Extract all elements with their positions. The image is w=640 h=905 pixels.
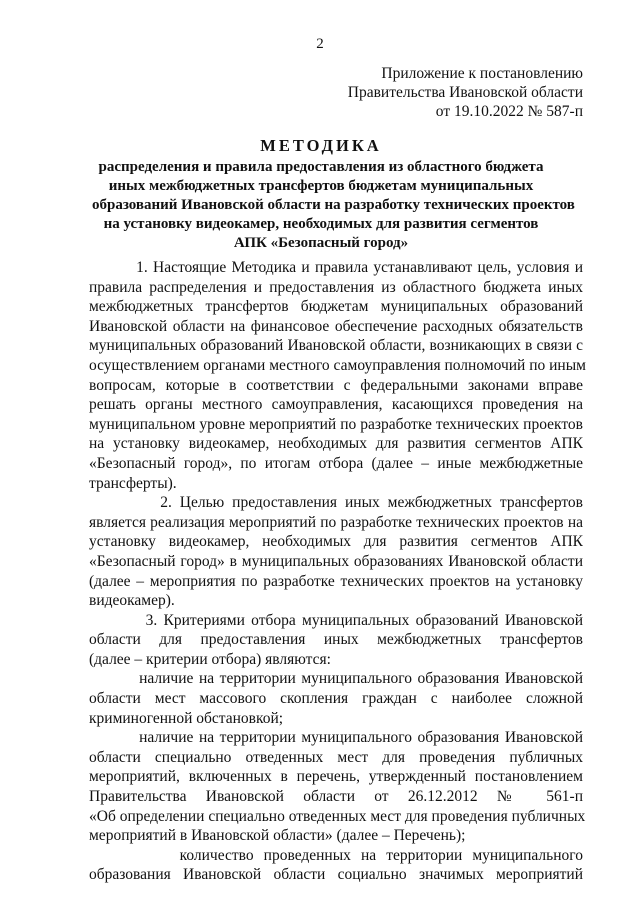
paragraph-line: наличие на территории муниципального образования Ивановской — [89, 670, 583, 688]
title-line: иных межбюджетных трансфертов бюджетам муниципальных — [108, 178, 534, 194]
paragraph — [89, 258, 586, 493]
paragraph — [89, 493, 583, 611]
title-subtitle — [92, 158, 575, 253]
paragraph-line: мероприятий в Ивановской области» (далее – Перечень); — [89, 827, 466, 845]
paragraph-line: (далее – критерии отбора) являются: — [89, 650, 331, 668]
paragraph-line: «Безопасный город», по итогам отбора (далее – иные межбюджетные — [89, 454, 583, 472]
paragraph — [89, 846, 583, 885]
title-line: образований Ивановской области на разработку технических проектов — [92, 197, 575, 213]
title-main: МЕТОДИКА — [260, 136, 382, 155]
paragraph-line: правила распределения и предоставления из областного бюджета иных — [89, 278, 583, 296]
paragraph-line: области для предоставления иных межбюджетных трансфертов — [89, 631, 583, 649]
paragraph-line: области специально отведенных мест для проведения публичных — [89, 748, 583, 766]
paragraph-line: 1. Настоящие Методика и правила устанавливают цель, условия и — [89, 259, 583, 276]
paragraph-line: 3. Критериями отбора муниципальных образований Ивановской — [89, 611, 583, 629]
paragraph-line: муниципальном уровне мероприятий по разработке технических проектов — [89, 415, 583, 433]
paragraph-line: видеокамер). — [89, 592, 175, 610]
paragraph — [89, 669, 583, 728]
document-body — [89, 258, 586, 885]
paragraph-line: 2. Целью предоставления иных межбюджетных трансфертов — [89, 494, 583, 512]
document-title — [92, 136, 575, 253]
page-number: 2 — [316, 36, 324, 52]
paragraph-line: «Безопасный город» в муниципальных образованиях Ивановской области — [89, 552, 583, 570]
paragraph-line: межбюджетных трансфертов бюджетам муниципальных образований — [89, 298, 583, 316]
paragraph-line: решать органы местного самоуправления, касающихся проведения на — [89, 396, 583, 414]
title-line: АПК «Безопасный город» — [233, 235, 409, 251]
paragraph-line: мероприятий, включенных в перечень, утвержденный постановлением — [89, 768, 583, 786]
paragraph-line: Ивановской области на финансовое обеспечение расходных обязательств — [89, 317, 583, 335]
title-line: на установку видеокамер, необходимых для развития сегментов — [103, 216, 539, 232]
paragraph-line: трансферты). — [89, 474, 177, 492]
paragraph-line: (далее – мероприятия по разработке технических проектов на установку — [89, 572, 583, 590]
paragraph-line: количество проведенных на территории муниципального — [89, 846, 583, 864]
paragraph-line: области мест массового скопления граждан с наиболее сложной — [89, 690, 583, 708]
paragraph-line: на установку видеокамер, необходимых для развития сегментов АПК — [89, 435, 583, 453]
paragraph-line: «Об определении специально отведенных мест для проведения публичных — [89, 807, 586, 825]
title-line: распределения и правила предоставления из областного бюджета — [98, 159, 544, 175]
paragraph-line: установку видеокамер, необходимых для развития сегментов АПК — [89, 533, 583, 551]
appendix-line: Правительства Ивановской области — [347, 84, 583, 101]
paragraph-line: образования Ивановской области социально значимых мероприятий — [89, 866, 583, 884]
paragraph-line: муниципальных образований Ивановской области, возникающих в связи с — [89, 337, 583, 355]
appendix-block — [348, 64, 583, 121]
paragraph-line: осуществлением органами местного самоуправления полномочий по иным — [89, 356, 586, 374]
paragraph — [89, 611, 583, 670]
paragraph-line: является реализация мероприятий по разработке технических проектов на — [89, 513, 583, 531]
paragraph-line: Правительства Ивановской области от 26.12.2012 № 561-п — [89, 788, 583, 806]
paragraph-line: вопросам, которые в соответствии с федеральными законами вправе — [89, 376, 583, 394]
paragraph — [89, 728, 586, 846]
appendix-line: от 19.10.2022 № 587-п — [435, 103, 583, 120]
appendix-line: Приложение к постановлению — [381, 65, 583, 82]
paragraph-line: криминогенной обстановкой; — [89, 709, 284, 727]
paragraph-line: наличие на территории муниципального образования Ивановской — [89, 729, 583, 747]
